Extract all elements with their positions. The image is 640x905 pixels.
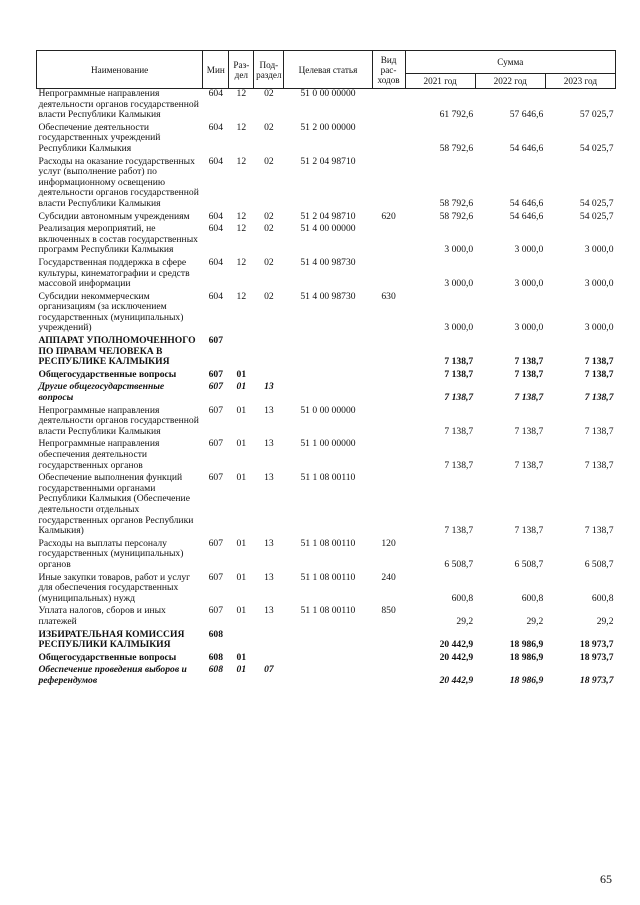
row-sum-2022: 18 986,9	[509, 639, 544, 651]
row-min: 607	[208, 605, 223, 617]
row-celevaya-statya: 51 4 00 98730	[300, 290, 356, 302]
row-name: ИЗБИРАТЕЛЬНАЯ КОМИССИЯ РЕСПУБЛИКИ КАЛМЫКИЯ	[38, 628, 185, 651]
row-sum-2023: 54 025,7	[579, 142, 614, 154]
row-razdel: 01	[236, 438, 247, 450]
row-name: АППАРАТ УПОЛНОМОЧЕННОГО ПО ПРАВАМ ЧЕЛОВЕКА В РЕСПУБЛИКЕ КАЛМЫКИЯ	[38, 335, 196, 368]
header-year-2023: 2023 год	[545, 74, 615, 89]
row-min: 604	[208, 223, 223, 235]
table-row	[37, 292, 616, 336]
row-sum-2022: 7 138,7	[514, 368, 544, 380]
row-sum-2022: 3 000,0	[514, 278, 544, 290]
row-razdel	[229, 336, 254, 370]
row-name: Общегосударственные вопросы	[38, 651, 177, 663]
row-min: 604	[208, 121, 223, 133]
row-razdel	[229, 630, 254, 653]
row-podrazdel: 13	[264, 438, 274, 450]
table-row	[37, 606, 616, 629]
row-sum-2021: 7 138,7	[444, 459, 474, 471]
row-min: 608	[208, 651, 223, 663]
row-min: 608	[208, 664, 223, 676]
row-vid-rashodov: 620	[381, 210, 396, 222]
row-sum-2021: 600,8	[451, 592, 474, 604]
header-podrazdel: Под-раздел	[254, 51, 284, 89]
row-sum-2023: 7 138,7	[584, 392, 614, 404]
row-celevaya-statya	[284, 370, 372, 383]
table-row	[37, 123, 616, 157]
row-vid-rashodov	[372, 123, 405, 157]
row-sum-2021: 29,2	[456, 615, 474, 627]
row-sum-2023: 18 973,7	[579, 674, 614, 686]
row-sum-2022: 7 138,7	[514, 356, 544, 368]
row-celevaya-statya: 51 0 00 00000	[300, 88, 356, 99]
row-podrazdel: 02	[264, 290, 274, 302]
row-vid-rashodov: 120	[381, 537, 396, 549]
row-sum-2023: 7 138,7	[584, 525, 614, 537]
row-sum-2021: 20 442,9	[439, 651, 474, 663]
row-sum-2023: 18 973,7	[579, 651, 614, 663]
row-celevaya-statya: 51 1 00 00000	[300, 438, 356, 450]
row-podrazdel: 02	[264, 256, 274, 268]
row-razdel: 01	[236, 605, 247, 617]
row-celevaya-statya: 51 0 00 00000	[300, 404, 356, 416]
row-sum-2021: 3 000,0	[444, 322, 474, 334]
row-name: Государственная поддержка в сфере культуры, кинематографии и средств массовой информации	[38, 256, 190, 290]
row-sum-2023: 57 025,7	[579, 109, 614, 121]
row-razdel: 12	[236, 210, 247, 222]
row-sum-2023: 6 508,7	[584, 558, 614, 570]
row-sum-2021: 58 792,6	[439, 142, 474, 154]
row-sum-2023: 600,8	[591, 592, 614, 604]
row-sum-2023: 3 000,0	[584, 278, 614, 290]
row-name: Расходы на выплаты персоналу государственных (муниципальных) органов	[38, 537, 184, 570]
page-number: 65	[600, 872, 612, 886]
row-sum-2022: 7 138,7	[514, 525, 544, 537]
row-celevaya-statya: 51 1 08 00110	[300, 472, 356, 484]
row-razdel: 12	[236, 155, 247, 167]
row-celevaya-statya	[284, 630, 372, 653]
row-vid-rashodov	[372, 630, 405, 653]
row-vid-rashodov	[372, 665, 405, 688]
row-vid-rashodov	[372, 473, 405, 539]
row-sum-2023: 7 138,7	[584, 368, 614, 380]
row-sum-2022: 18 986,9	[509, 674, 544, 686]
row-sum-2022: 54 646,6	[509, 142, 544, 154]
row-sum-2021: 58 792,6	[439, 197, 474, 209]
row-podrazdel: 13	[264, 381, 274, 393]
header-summa: Сумма	[405, 51, 615, 74]
row-sum-2022: 29,2	[526, 615, 544, 627]
row-podrazdel: 02	[264, 155, 274, 167]
row-celevaya-statya: 51 1 08 00110	[300, 605, 356, 617]
row-razdel: 01	[236, 368, 247, 380]
row-razdel: 01	[236, 537, 247, 549]
row-min: 607	[208, 404, 223, 416]
row-vid-rashodov	[372, 382, 405, 405]
row-name: Общегосударственные вопросы	[38, 368, 177, 380]
row-vid-rashodov	[372, 224, 405, 258]
row-min: 607	[208, 472, 223, 484]
row-razdel: 01	[236, 571, 247, 583]
row-sum-2023: 29,2	[596, 615, 614, 627]
header-vid-rashodov: Вид рас-ходов	[372, 51, 405, 89]
row-min: 604	[208, 256, 223, 268]
row-sum-2023: 7 138,7	[584, 459, 614, 471]
row-vid-rashodov: 240	[381, 571, 396, 583]
row-name: Обеспечение проведения выборов и референдумов	[38, 664, 187, 686]
row-vid-rashodov: 850	[381, 605, 396, 617]
row-sum-2021: 7 138,7	[444, 525, 474, 537]
row-razdel: 12	[236, 290, 247, 302]
row-razdel: 12	[236, 88, 247, 99]
row-vid-rashodov: 630	[381, 290, 396, 302]
row-name: Субсидии некоммерческим организациям (за исключением государственных (муниципальных) учреждений)	[38, 290, 184, 334]
row-min: 604	[208, 290, 223, 302]
row-podrazdel: 13	[264, 472, 274, 484]
row-vid-rashodov	[372, 653, 405, 666]
row-min: 607	[208, 368, 223, 380]
budget-table	[36, 50, 616, 688]
header-min: Мин	[203, 51, 229, 89]
table-row	[37, 573, 616, 607]
row-celevaya-statya: 51 4 00 98730	[300, 256, 356, 268]
row-name: Обеспечение деятельности государственных учреждений Республики Калмыкия	[38, 121, 161, 154]
table-header	[37, 51, 616, 89]
row-vid-rashodov	[372, 258, 405, 292]
table-row	[37, 665, 616, 688]
row-sum-2022: 3 000,0	[514, 322, 544, 334]
row-name: Иные закупки товаров, работ и услуг для обеспечения государственных (муниципальных) нужд	[38, 571, 191, 604]
row-min: 608	[208, 628, 223, 640]
row-podrazdel	[254, 336, 284, 370]
row-razdel: 12	[236, 256, 247, 268]
table-row	[37, 258, 616, 292]
row-celevaya-statya	[284, 665, 372, 688]
row-podrazdel: 02	[264, 210, 274, 222]
table-row	[37, 539, 616, 573]
row-podrazdel: 02	[264, 121, 274, 133]
row-vid-rashodov	[372, 406, 405, 440]
row-sum-2021: 3 000,0	[444, 244, 474, 256]
row-name: Непрограммные направления обеспечения деятельности государственных органов	[38, 438, 160, 471]
row-podrazdel	[254, 630, 284, 653]
row-razdel: 12	[236, 121, 247, 133]
row-celevaya-statya: 51 1 08 00110	[300, 571, 356, 583]
row-min: 604	[208, 88, 223, 99]
row-sum-2022: 7 138,7	[514, 425, 544, 437]
row-sum-2021: 7 138,7	[444, 392, 474, 404]
header-razdel: Раз-дел	[229, 51, 254, 89]
row-sum-2022: 600,8	[521, 592, 544, 604]
table-row	[37, 89, 616, 123]
row-razdel: 01	[236, 472, 247, 484]
row-sum-2022: 6 508,7	[514, 558, 544, 570]
row-min: 607	[208, 335, 223, 347]
table-row	[37, 382, 616, 405]
row-min: 607	[208, 571, 223, 583]
row-sum-2022: 7 138,7	[514, 392, 544, 404]
row-sum-2022: 18 986,9	[509, 651, 544, 663]
row-celevaya-statya	[284, 382, 372, 405]
row-sum-2021: 7 138,7	[444, 425, 474, 437]
row-sum-2022: 3 000,0	[514, 244, 544, 256]
table-body	[37, 89, 616, 689]
row-sum-2021: 6 508,7	[444, 558, 474, 570]
row-min: 607	[208, 438, 223, 450]
row-razdel: 12	[236, 223, 247, 235]
row-podrazdel: 02	[264, 88, 274, 99]
row-razdel: 01	[236, 381, 247, 393]
table-row	[37, 406, 616, 440]
row-celevaya-statya	[284, 336, 372, 370]
row-celevaya-statya: 51 2 04 98710	[300, 155, 356, 167]
row-sum-2023: 3 000,0	[584, 322, 614, 334]
row-vid-rashodov	[372, 336, 405, 370]
row-sum-2023: 7 138,7	[584, 425, 614, 437]
row-min: 607	[208, 537, 223, 549]
row-sum-2022: 7 138,7	[514, 459, 544, 471]
row-celevaya-statya: 51 2 00 00000	[300, 121, 356, 133]
row-podrazdel: 02	[264, 223, 274, 235]
row-sum-2021: 61 792,6	[439, 109, 474, 121]
row-vid-rashodov	[372, 157, 405, 212]
row-min: 607	[208, 381, 223, 393]
header-year-2022: 2022 год	[475, 74, 545, 89]
row-vid-rashodov	[372, 439, 405, 473]
row-sum-2021: 7 138,7	[444, 356, 474, 368]
row-name: Расходы на оказание государственных услуг (выполнение работ) по информационному освещению деятельности органов государственной власти Республики Калмыкия	[38, 155, 199, 209]
row-sum-2023: 7 138,7	[584, 356, 614, 368]
row-sum-2023: 3 000,0	[584, 244, 614, 256]
header-name: Наименование	[37, 51, 203, 89]
row-sum-2023: 18 973,7	[579, 639, 614, 651]
row-min: 604	[208, 155, 223, 167]
row-podrazdel: 13	[264, 571, 274, 583]
row-min: 604	[208, 210, 223, 222]
row-name: Непрограммные направления деятельности органов государственной власти Республики Калмыкия	[38, 404, 199, 437]
row-sum-2023: 54 025,7	[579, 197, 614, 209]
row-sum-2022: 54 646,6	[509, 197, 544, 209]
row-vid-rashodov	[372, 89, 405, 123]
table-row	[37, 157, 616, 212]
row-podrazdel: 13	[264, 404, 274, 416]
row-name: Другие общегосударственные вопросы	[38, 381, 165, 404]
row-vid-rashodov	[372, 370, 405, 383]
row-sum-2023: 54 025,7	[579, 210, 614, 222]
row-sum-2021: 7 138,7	[444, 368, 474, 380]
row-sum-2021: 58 792,6	[439, 210, 474, 222]
row-celevaya-statya: 51 4 00 00000	[300, 223, 356, 235]
table-row	[37, 473, 616, 539]
header-year-2021: 2021 год	[405, 74, 475, 89]
row-razdel: 01	[236, 404, 247, 416]
row-name: Субсидии автономным учреждениям	[38, 210, 190, 222]
row-razdel: 01	[236, 651, 247, 663]
row-sum-2022: 57 646,6	[509, 109, 544, 121]
row-sum-2021: 20 442,9	[439, 639, 474, 651]
row-podrazdel: 13	[264, 605, 274, 617]
row-razdel: 01	[236, 664, 247, 676]
row-name: Реализация мероприятий, не включенных в состав государственных программ Республики Калмыкия	[38, 223, 198, 256]
row-celevaya-statya: 51 2 04 98710	[300, 210, 356, 222]
table-row	[37, 439, 616, 473]
row-celevaya-statya: 51 1 08 00110	[300, 537, 356, 549]
row-celevaya-statya	[284, 653, 372, 666]
row-podrazdel: 13	[264, 537, 274, 549]
table-row	[37, 336, 616, 370]
row-name: Уплата налогов, сборов и иных платежей	[38, 605, 166, 627]
row-podrazdel: 07	[264, 664, 274, 676]
row-sum-2021: 3 000,0	[444, 278, 474, 290]
row-name: Непрограммные направления деятельности органов государственной власти Республики Калмыкия	[38, 88, 199, 121]
row-sum-2021: 20 442,9	[439, 674, 474, 686]
header-celevaya-statya: Целевая статья	[284, 51, 372, 89]
table-row	[37, 630, 616, 653]
table-row	[37, 224, 616, 258]
row-name: Обеспечение выполнения функций государственными органами Республики Калмыкия (Обеспечение деятельности отдельных государственных органов Республики Калмыкия)	[38, 472, 194, 537]
row-sum-2022: 54 646,6	[509, 210, 544, 222]
